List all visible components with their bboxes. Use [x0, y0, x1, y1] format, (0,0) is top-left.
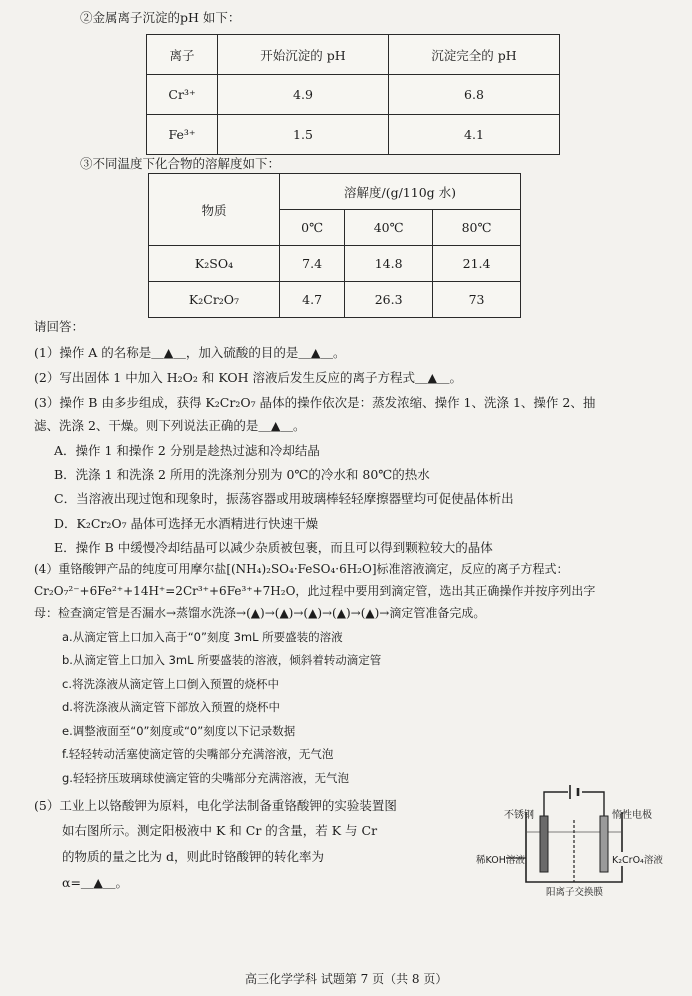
sol-header-group: 溶解度/(g/110g 水) — [280, 174, 521, 210]
sol-cell: 26.3 — [345, 282, 433, 318]
electrolysis-apparatus-icon — [476, 780, 666, 900]
right-electrode-label: 惰性电极 — [612, 810, 652, 821]
sol-cell: 21.4 — [433, 246, 521, 282]
question-4: (4）重铬酸钾产品的纯度可用摩尔盐[(NH₄)₂SO₄·FeSO₄·6H₂O]标准溶液滴定，反应的离子方程式： — [34, 562, 569, 576]
step-a: a.从滴定管上口加入高于“0”刻度 3mL 所要盛装的溶液 — [62, 630, 343, 644]
ph-table — [146, 34, 560, 155]
sol-temp: 0℃ — [280, 210, 345, 246]
step-g: g.轻轻挤压玻璃球使滴定管的尖嘴部分充满溶液，无气泡 — [62, 771, 349, 785]
question-1: (1）操作 A 的名称是＿▲＿，加入硫酸的目的是＿▲＿。 — [34, 345, 346, 360]
question-5-line2: 如右图所示。测定阳极液中 K 和 Cr 的含量，若 K 与 Cr — [62, 823, 378, 838]
sol-cell: 7.4 — [280, 246, 345, 282]
question-5-line3: 的物质的量之比为 d，则此时铬酸钾的转化率为 — [62, 849, 324, 864]
option-d: D．K₂Cr₂O₇ 晶体可选择无水酒精进行快速干燥 — [54, 516, 319, 531]
sol-cell: 4.7 — [280, 282, 345, 318]
sol-cell: K₂SO₄ — [149, 246, 280, 282]
answer-prompt: 请回答： — [34, 319, 85, 334]
sol-header-substance: 物质 — [149, 174, 280, 246]
ph-header-start: 开始沉淀的 pH — [218, 35, 389, 75]
question-4-equation: Cr₂O₇²⁻+6Fe²⁺+14H⁺=2Cr³⁺+6Fe³⁺+7H₂O，此过程中要用到滴定管，选出其正确操作并按序列出字 — [34, 584, 596, 598]
question-4-sequence: 母：检查滴定管是否漏水→蒸馏水洗涤→(▲)→(▲)→(▲)→(▲)→(▲)→滴定管准备完成。 — [34, 606, 486, 620]
ph-cell: 6.8 — [389, 75, 560, 115]
sol-temp: 80℃ — [433, 210, 521, 246]
section-heading-solubility: ③不同温度下化合物的溶解度如下： — [80, 156, 281, 171]
ph-cell: Cr³⁺ — [147, 75, 218, 115]
left-electrode-label: 不锈钢 — [504, 810, 534, 821]
option-a: A．操作 1 和操作 2 分别是趁热过滤和冷却结晶 — [54, 443, 320, 458]
ph-cell: 4.9 — [218, 75, 389, 115]
question-5: (5）工业上以铬酸钾为原料，电化学法制备重铬酸钾的实验装置图 — [34, 798, 397, 813]
ph-header-ion: 离子 — [147, 35, 218, 75]
step-b: b.从滴定管上口加入 3mL 所要盛装的溶液，倾斜着转动滴定管 — [62, 653, 382, 667]
question-5-line4: α=＿▲＿。 — [62, 875, 129, 890]
membrane-label: 阳离子交换膜 — [546, 887, 604, 898]
ph-cell: 4.1 — [389, 115, 560, 155]
right-solution-label: K₂CrO₄溶液 — [612, 852, 663, 866]
electrolysis-diagram — [476, 780, 666, 900]
solubility-table — [148, 173, 521, 318]
question-2: (2）写出固体 1 中加入 H₂O₂ 和 KOH 溶液后发生反应的离子方程式＿▲＿。 — [34, 370, 463, 385]
step-c: c.将洗涤液从滴定管上口倒入预置的烧杯中 — [62, 677, 279, 691]
sol-temp: 40℃ — [345, 210, 433, 246]
step-d: d.将洗涤液从滴定管下部放入预置的烧杯中 — [62, 700, 280, 714]
step-f: f.轻轻转动活塞使滴定管的尖嘴部分充满溶液，无气泡 — [62, 747, 334, 761]
sol-cell: 73 — [433, 282, 521, 318]
option-e: E．操作 B 中缓慢冷却结晶可以减少杂质被包裹，而且可以得到颗粒较大的晶体 — [54, 540, 493, 555]
option-b: B．洗涤 1 和洗涤 2 所用的洗涤剂分别为 0℃的冷水和 80℃的热水 — [54, 467, 430, 482]
section-heading-ph: ②金属离子沉淀的pH 如下： — [80, 10, 241, 25]
sol-cell: 14.8 — [345, 246, 433, 282]
step-e: e.调整液面至“0”刻度或“0”刻度以下记录数据 — [62, 724, 296, 738]
page-footer: 高三化学学科 试题第 7 页（共 8 页） — [245, 972, 448, 986]
left-solution-label: 稀KOH溶液 — [476, 855, 525, 866]
ph-cell: 1.5 — [218, 115, 389, 155]
question-3: (3）操作 B 由多步组成，获得 K₂Cr₂O₇ 晶体的操作依次是：蒸发浓缩、操作 1、洗涤 1、操作 2、抽 — [34, 395, 596, 410]
sol-cell: K₂Cr₂O₇ — [149, 282, 280, 318]
option-c: C．当溶液出现过饱和现象时，振荡容器或用玻璃棒轻轻摩擦器壁均可促使晶体析出 — [54, 491, 514, 506]
ph-cell: Fe³⁺ — [147, 115, 218, 155]
ph-header-complete: 沉淀完全的 pH — [389, 35, 560, 75]
question-3-cont: 滤、洗涤 2、干燥。则下列说法正确的是＿▲＿。 — [34, 418, 306, 433]
